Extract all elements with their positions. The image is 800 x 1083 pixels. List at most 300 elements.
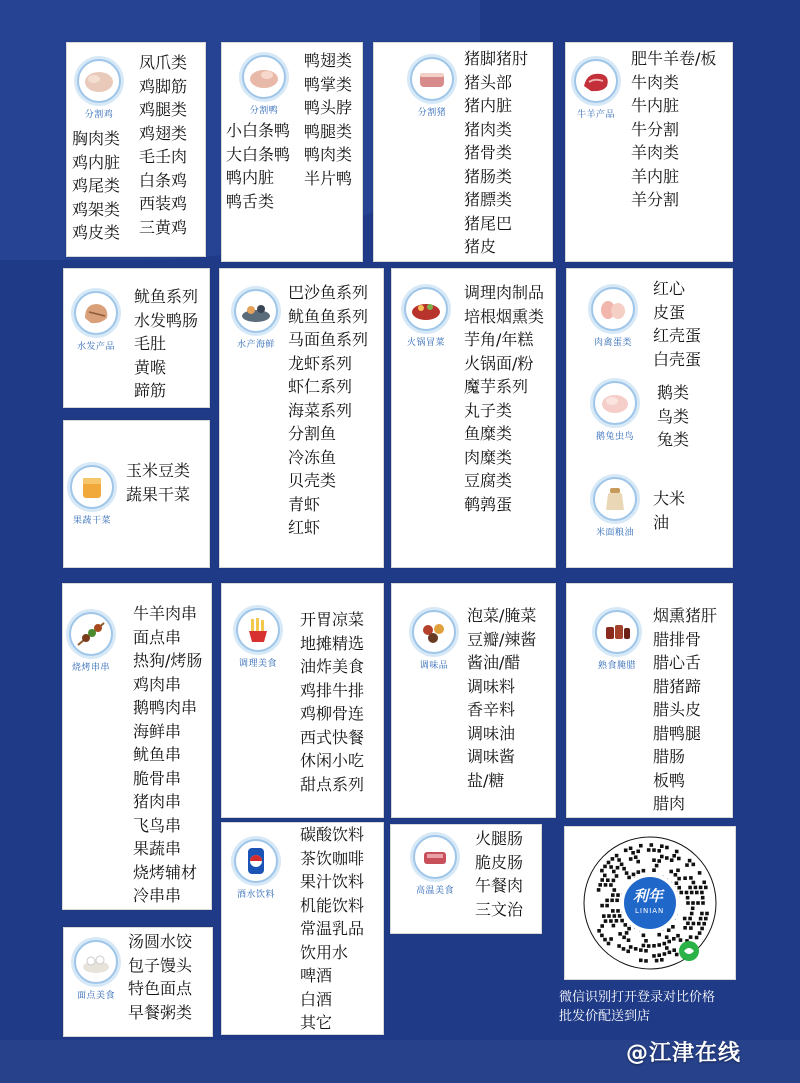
list-item[interactable]: 猪脚猪肘	[464, 49, 529, 68]
qr-dot	[679, 938, 683, 942]
list-item[interactable]: 肉糜类	[464, 447, 513, 467]
list-item[interactable]: 脆骨串	[133, 768, 182, 788]
rice-icon	[593, 477, 637, 521]
list-item[interactable]: 龙虾系列	[288, 353, 353, 373]
qr-dot	[692, 863, 696, 867]
qr-dot	[657, 933, 661, 937]
item-list	[653, 487, 685, 534]
list-item[interactable]: 鱿鱼串	[133, 745, 182, 764]
qr-dot	[615, 899, 619, 903]
card-cooked[interactable]	[566, 583, 733, 818]
cured-meat-icon	[595, 610, 639, 654]
item-list	[467, 604, 536, 792]
list-item[interactable]: 特色面点	[128, 979, 193, 998]
list-item[interactable]: 毛壬肉	[139, 147, 188, 166]
qr-dot	[617, 944, 621, 948]
list-item[interactable]: 水发鸭肠	[134, 310, 199, 330]
qr-dot	[667, 940, 671, 944]
list-item[interactable]: 羊内脏	[631, 166, 680, 186]
qr-dot	[616, 909, 620, 913]
qr-dot	[660, 855, 664, 859]
egg-icon	[591, 287, 635, 331]
qr-dot	[609, 865, 613, 869]
category-label: 水发产品	[76, 342, 115, 352]
list-item[interactable]: 牛肉类	[631, 72, 680, 92]
list-item[interactable]: 甜点系列	[300, 774, 365, 794]
list-item[interactable]: 猪内脏	[464, 96, 513, 115]
qr-dot	[686, 922, 690, 926]
card-seafood[interactable]	[219, 268, 384, 568]
list-item[interactable]: 马面鱼系列	[288, 330, 369, 349]
list-item[interactable]: 猪骨类	[464, 143, 513, 162]
list-item[interactable]: 西式快餐	[300, 727, 365, 747]
list-item[interactable]: 面点串	[133, 627, 182, 647]
qr-dot	[657, 849, 661, 853]
list-item[interactable]: 烟熏猪肝	[653, 606, 718, 625]
list-item[interactable]: 包子馒头	[128, 955, 193, 975]
list-item[interactable]: 鸡皮类	[72, 223, 121, 242]
watermark: @江津在线	[626, 1041, 742, 1066]
list-item[interactable]: 调味油	[467, 723, 516, 743]
beef-icon	[574, 59, 618, 103]
list-item[interactable]: 鸡内脏	[72, 152, 121, 172]
qr-dot	[674, 873, 678, 877]
qr-dot	[683, 926, 687, 930]
card-seasoning[interactable]	[391, 583, 556, 818]
card-drinks[interactable]	[221, 822, 384, 1035]
qr-dot	[652, 954, 656, 958]
hotpot-icon	[404, 287, 448, 331]
list-item[interactable]: 油	[653, 512, 670, 532]
list-item[interactable]: 猪皮	[464, 237, 497, 256]
list-item[interactable]: 鱿鱼鱼系列	[288, 306, 369, 326]
list-item[interactable]: 鸭翅类	[304, 51, 353, 70]
vegetable-icon	[70, 465, 114, 509]
qr-dot	[675, 881, 679, 885]
qr-dot	[700, 912, 704, 916]
list-item[interactable]: 脆皮肠	[475, 852, 524, 872]
category-label: 烧烤串串	[71, 663, 110, 673]
list-item[interactable]: 鸡排牛排	[300, 680, 365, 700]
list-item[interactable]: 培根烟熏类	[464, 306, 545, 326]
card-bbq[interactable]	[62, 583, 212, 910]
category-label: 分割鸡	[84, 110, 114, 120]
list-item[interactable]: 魔芋系列	[464, 377, 529, 396]
qr-dot	[683, 876, 687, 880]
sausage-icon	[413, 835, 457, 879]
qr-dot	[615, 854, 619, 858]
card-pastry[interactable]	[63, 927, 213, 1037]
qr-dot	[605, 904, 609, 908]
list-item[interactable]: 红虾	[288, 518, 321, 537]
soaked-food-icon	[74, 291, 118, 335]
list-item[interactable]: 午餐肉	[475, 876, 524, 895]
list-item[interactable]: 鹅鸭肉串	[133, 698, 198, 717]
list-item[interactable]: 冷冻鱼	[288, 447, 337, 467]
qr-dot	[692, 881, 696, 885]
list-item[interactable]: 虾仁系列	[288, 377, 353, 396]
qr-dot	[626, 950, 630, 954]
list-item[interactable]: 调味酱	[467, 747, 516, 766]
card-chicken[interactable]	[66, 42, 206, 257]
qr-dot	[698, 931, 702, 935]
card-pork[interactable]	[373, 42, 553, 262]
list-item[interactable]: 鸡脚筋	[139, 76, 188, 96]
qr-dot	[689, 876, 693, 880]
list-item[interactable]: 鱿鱼系列	[134, 287, 199, 306]
qr-dot	[607, 914, 611, 918]
list-item[interactable]: 凤爪类	[139, 53, 188, 72]
card-eggs-poultry-rice[interactable]	[566, 268, 733, 568]
list-item[interactable]: 分割鱼	[288, 424, 337, 443]
skewer-icon	[69, 612, 113, 656]
list-item[interactable]: 羊分割	[631, 190, 680, 209]
qr-dot	[609, 937, 613, 941]
list-item[interactable]: 豆瓣/辣酱	[467, 629, 537, 649]
qr-dot	[675, 850, 679, 854]
qr-dot	[665, 935, 669, 939]
card-soaked[interactable]	[63, 268, 210, 408]
qr-dot	[639, 959, 643, 963]
qr-dot	[670, 858, 674, 862]
list-item[interactable]: 腊猪蹄	[653, 676, 702, 696]
list-item[interactable]: 飞鸟串	[133, 815, 182, 835]
goose-icon	[593, 381, 637, 425]
qr-dot	[702, 922, 706, 926]
list-item[interactable]: 猪肉类	[464, 119, 513, 139]
list-item[interactable]: 香辛料	[467, 700, 516, 719]
seasoning-icon	[412, 610, 456, 654]
list-item[interactable]: 碳酸饮料	[300, 825, 365, 844]
category-label: 火锅冒菜	[406, 338, 445, 348]
qr-dot	[702, 881, 706, 885]
qr-dot	[627, 938, 631, 942]
qr-dot	[644, 939, 648, 943]
list-item[interactable]: 鸭头脖	[304, 98, 353, 117]
list-item[interactable]: 鸭肉类	[304, 145, 353, 164]
list-item[interactable]: 猪肠类	[464, 166, 513, 186]
category-label: 高温美食	[415, 886, 454, 896]
dumpling-icon	[74, 940, 118, 984]
qr-dot	[602, 914, 606, 918]
qr-dot	[624, 923, 628, 927]
qr-dot	[637, 870, 641, 874]
qr-dot	[692, 922, 696, 926]
chicken-icon	[77, 59, 121, 103]
list-item[interactable]: 调味料	[467, 676, 516, 696]
list-item[interactable]: 海鲜串	[133, 721, 182, 741]
qr-dot	[694, 886, 698, 890]
qr-dot	[685, 863, 689, 867]
list-item[interactable]: 三文治	[475, 899, 524, 919]
card-hotpot[interactable]	[391, 268, 556, 568]
category-label: 熟食腌腊	[597, 661, 636, 671]
qr-logo-text: 利年	[633, 887, 664, 905]
qr-logo-sub: LINIAN	[635, 907, 665, 915]
list-item[interactable]: 常温乳品	[300, 919, 365, 938]
list-item[interactable]: 泡菜/腌菜	[467, 606, 537, 625]
list-item[interactable]: 肥牛羊卷/板	[631, 49, 717, 68]
list-item[interactable]: 猪头部	[464, 72, 513, 92]
qr-dot	[690, 891, 694, 895]
item-list	[464, 281, 544, 516]
qr-dot	[647, 848, 651, 852]
qr-dot	[624, 849, 628, 853]
qr-dot	[690, 912, 694, 916]
category-label: 分割鸭	[249, 106, 279, 116]
list-item[interactable]: 鸭舌类	[226, 191, 275, 211]
list-item[interactable]: 红心	[653, 279, 686, 298]
list-item[interactable]: 啤酒	[300, 966, 333, 985]
category-label: 牛羊产品	[576, 110, 615, 120]
list-item[interactable]: 其它	[300, 1013, 333, 1032]
qr-dot	[597, 929, 601, 933]
list-item[interactable]: 猪膘类	[464, 190, 513, 209]
qr-dot	[607, 942, 611, 946]
item-list	[464, 47, 528, 259]
qr-dot	[629, 857, 633, 861]
list-item[interactable]: 调理肉制品	[464, 283, 545, 302]
qr-dot	[689, 926, 693, 930]
list-item[interactable]: 丸子类	[464, 400, 513, 420]
list-item[interactable]: 蔬果干菜	[126, 484, 191, 504]
list-item[interactable]: 鸡腿类	[139, 100, 188, 119]
category-label: 果蔬干菜	[72, 516, 111, 526]
list-item[interactable]: 饮用水	[300, 942, 349, 962]
qr-dot	[612, 870, 616, 874]
qr-dot	[636, 860, 640, 864]
list-item[interactable]: 牛分割	[631, 119, 680, 139]
list-item[interactable]: 板鸭	[653, 770, 686, 790]
card-veg[interactable]	[63, 420, 210, 568]
list-item[interactable]: 鹅类	[657, 383, 690, 402]
list-item[interactable]: 热狗/烤肠	[133, 651, 203, 670]
item-list	[653, 277, 701, 371]
category-label: 调味品	[419, 661, 449, 671]
qr-dot	[655, 864, 659, 868]
list-item[interactable]: 鸡柳骨连	[300, 704, 365, 723]
qr-dot	[699, 917, 703, 921]
list-item[interactable]: 青虾	[288, 494, 321, 514]
list-item[interactable]: 油炸美食	[300, 657, 365, 676]
qr-dot	[620, 863, 624, 867]
list-item[interactable]: 腊肉	[653, 794, 686, 813]
qr-dot	[704, 917, 708, 921]
qr-dot	[605, 899, 609, 903]
item-list	[631, 47, 716, 212]
drink-can-icon	[234, 839, 278, 883]
qr-dot	[642, 869, 646, 873]
list-item[interactable]: 腊排骨	[653, 629, 702, 649]
list-item[interactable]: 酱油/醋	[467, 653, 521, 672]
item-list	[134, 285, 198, 403]
qr-dot	[644, 959, 648, 963]
list-item[interactable]: 半片鸭	[304, 168, 353, 188]
qr-dot	[631, 851, 635, 855]
qr-dot	[677, 857, 681, 861]
list-item[interactable]: 冷串串	[133, 886, 182, 905]
qr-dot	[672, 937, 676, 941]
qr-dot	[642, 944, 646, 948]
qr-dot	[612, 879, 616, 883]
qr-code-card[interactable]	[564, 826, 736, 980]
list-item[interactable]: 西装鸡	[139, 194, 188, 213]
list-item[interactable]: 地摊精选	[300, 633, 365, 653]
qr-dot	[609, 883, 613, 887]
category-label: 分割猪	[417, 108, 447, 118]
qr-dot	[700, 927, 704, 931]
list-item[interactable]: 牛羊肉串	[133, 604, 198, 623]
qr-dot	[665, 946, 669, 950]
list-item[interactable]: 鸭内脏	[226, 168, 275, 187]
qr-dot	[611, 909, 615, 913]
list-item[interactable]: 果汁饮料	[300, 872, 365, 891]
item-list	[300, 608, 364, 796]
qr-dot	[606, 878, 610, 882]
qr-dot	[663, 952, 667, 956]
qr-dot	[607, 861, 611, 865]
list-item[interactable]: 毛肚	[134, 334, 167, 353]
qr-dot	[704, 886, 708, 890]
list-item[interactable]: 鸡架类	[72, 199, 121, 219]
qr-dot	[657, 859, 661, 863]
qr-dot	[617, 858, 621, 862]
card-duck[interactable]	[221, 42, 363, 262]
list-item[interactable]: 腊心舌	[653, 653, 702, 672]
qr-dot	[695, 891, 699, 895]
qr-dot	[627, 876, 631, 880]
list-item[interactable]: 胸肉类	[72, 129, 121, 148]
list-item[interactable]: 大米	[653, 489, 686, 508]
qr-dot	[689, 935, 693, 939]
card-hightemp[interactable]	[390, 824, 542, 934]
qr-dot	[603, 865, 607, 869]
qr-dot	[611, 857, 615, 861]
list-item[interactable]: 鸡翅类	[139, 123, 188, 143]
list-item[interactable]: 白壳蛋	[653, 349, 702, 369]
qr-dot	[652, 868, 656, 872]
list-item[interactable]: 鸡尾类	[72, 176, 121, 195]
item-list	[133, 602, 202, 908]
list-item[interactable]: 玉米豆类	[126, 461, 191, 480]
list-item[interactable]: 三黄鸡	[139, 217, 188, 237]
qr-dot	[613, 888, 617, 892]
list-item[interactable]: 牛内脏	[631, 96, 680, 115]
list-item[interactable]: 腊鸭腿	[653, 723, 702, 743]
list-item[interactable]: 果蔬串	[133, 839, 182, 858]
list-item[interactable]: 羊肉类	[631, 143, 680, 162]
qr-dot	[652, 858, 656, 862]
qr-dot	[683, 917, 687, 921]
list-item[interactable]: 机能饮料	[300, 895, 365, 915]
list-item[interactable]: 鸭腿类	[304, 121, 353, 141]
qr-dot	[632, 873, 636, 877]
qr-dot	[701, 896, 705, 900]
list-item[interactable]: 休闲小吃	[300, 751, 365, 770]
list-item[interactable]: 大白条鸭	[226, 144, 291, 164]
qr-dot	[650, 843, 654, 847]
qr-dot	[688, 859, 692, 863]
qr-caption	[559, 988, 715, 1026]
qr-dot	[625, 931, 629, 935]
qr-dot	[705, 912, 709, 916]
qr-dot	[655, 959, 659, 963]
list-item[interactable]: 烧烤辅材	[133, 862, 198, 882]
list-item[interactable]: 鸟类	[657, 406, 690, 426]
qr-dot	[668, 951, 672, 955]
list-item[interactable]: 开胃凉菜	[300, 610, 365, 629]
card-prepared[interactable]	[221, 583, 384, 818]
list-item[interactable]: 猪尾巴	[464, 213, 513, 233]
qr-dot	[600, 904, 604, 908]
qr-caption-line1: 微信识别打开登录对比价格	[559, 990, 716, 1005]
list-item[interactable]: 白酒	[300, 989, 333, 1009]
list-item[interactable]: 小白条鸭	[226, 121, 291, 140]
qr-dot	[615, 874, 619, 878]
list-item[interactable]: 腊头皮	[653, 700, 702, 719]
list-item[interactable]: 鹌鹑蛋	[464, 494, 513, 514]
qr-dot	[652, 848, 656, 852]
list-item[interactable]: 兔类	[657, 430, 690, 449]
list-item[interactable]: 白条鸡	[139, 170, 188, 190]
qr-dot	[657, 943, 661, 947]
list-item[interactable]: 巴沙鱼系列	[288, 283, 369, 302]
category-label: 调理美食	[238, 659, 277, 669]
qr-dot	[600, 934, 604, 938]
list-item[interactable]: 豆腐类	[464, 471, 513, 490]
list-item[interactable]: 蹄筋	[134, 381, 167, 400]
list-item[interactable]: 皮蛋	[653, 302, 686, 322]
qr-dot	[603, 874, 607, 878]
card-beef[interactable]	[565, 42, 733, 262]
qr-dot	[629, 945, 633, 949]
qr-dot	[616, 893, 620, 897]
qr-dot	[625, 871, 629, 875]
qr-dot	[618, 932, 622, 936]
seafood-icon	[234, 289, 278, 333]
category-label: 鹅兔虫鸟	[595, 432, 634, 442]
qr-dot	[669, 870, 673, 874]
list-item[interactable]: 盐/糖	[467, 770, 505, 790]
qr-dot	[699, 886, 703, 890]
list-item[interactable]: 火腿肠	[475, 829, 524, 848]
list-item[interactable]: 火锅面/粉	[464, 353, 534, 373]
qr-dot	[598, 883, 602, 887]
qr-dot	[611, 893, 615, 897]
list-item[interactable]: 芋角/年糕	[464, 330, 534, 349]
qr-dot	[691, 907, 695, 911]
list-item[interactable]: 腊肠	[653, 747, 686, 766]
item-list	[288, 281, 368, 540]
list-item[interactable]: 红壳蛋	[653, 326, 702, 345]
qr-dot	[695, 936, 699, 940]
qr-dot	[691, 901, 695, 905]
list-item[interactable]: 海菜系列	[288, 400, 353, 420]
list-item[interactable]: 早餐粥类	[128, 1002, 193, 1022]
list-item[interactable]: 鸡肉串	[133, 674, 182, 694]
list-item[interactable]: 鸭掌类	[304, 74, 353, 94]
list-item[interactable]: 猪肉串	[133, 792, 182, 811]
qr-dot	[676, 934, 680, 938]
list-item[interactable]: 茶饮咖啡	[300, 848, 365, 868]
list-item[interactable]: 鱼糜类	[464, 424, 513, 443]
qr-dot	[647, 944, 651, 948]
list-item[interactable]: 黄喉	[134, 357, 167, 377]
qr-dot	[652, 944, 656, 948]
list-item[interactable]: 汤圆水饺	[128, 932, 193, 951]
list-item[interactable]: 贝壳类	[288, 471, 337, 490]
qr-dot	[701, 901, 705, 905]
